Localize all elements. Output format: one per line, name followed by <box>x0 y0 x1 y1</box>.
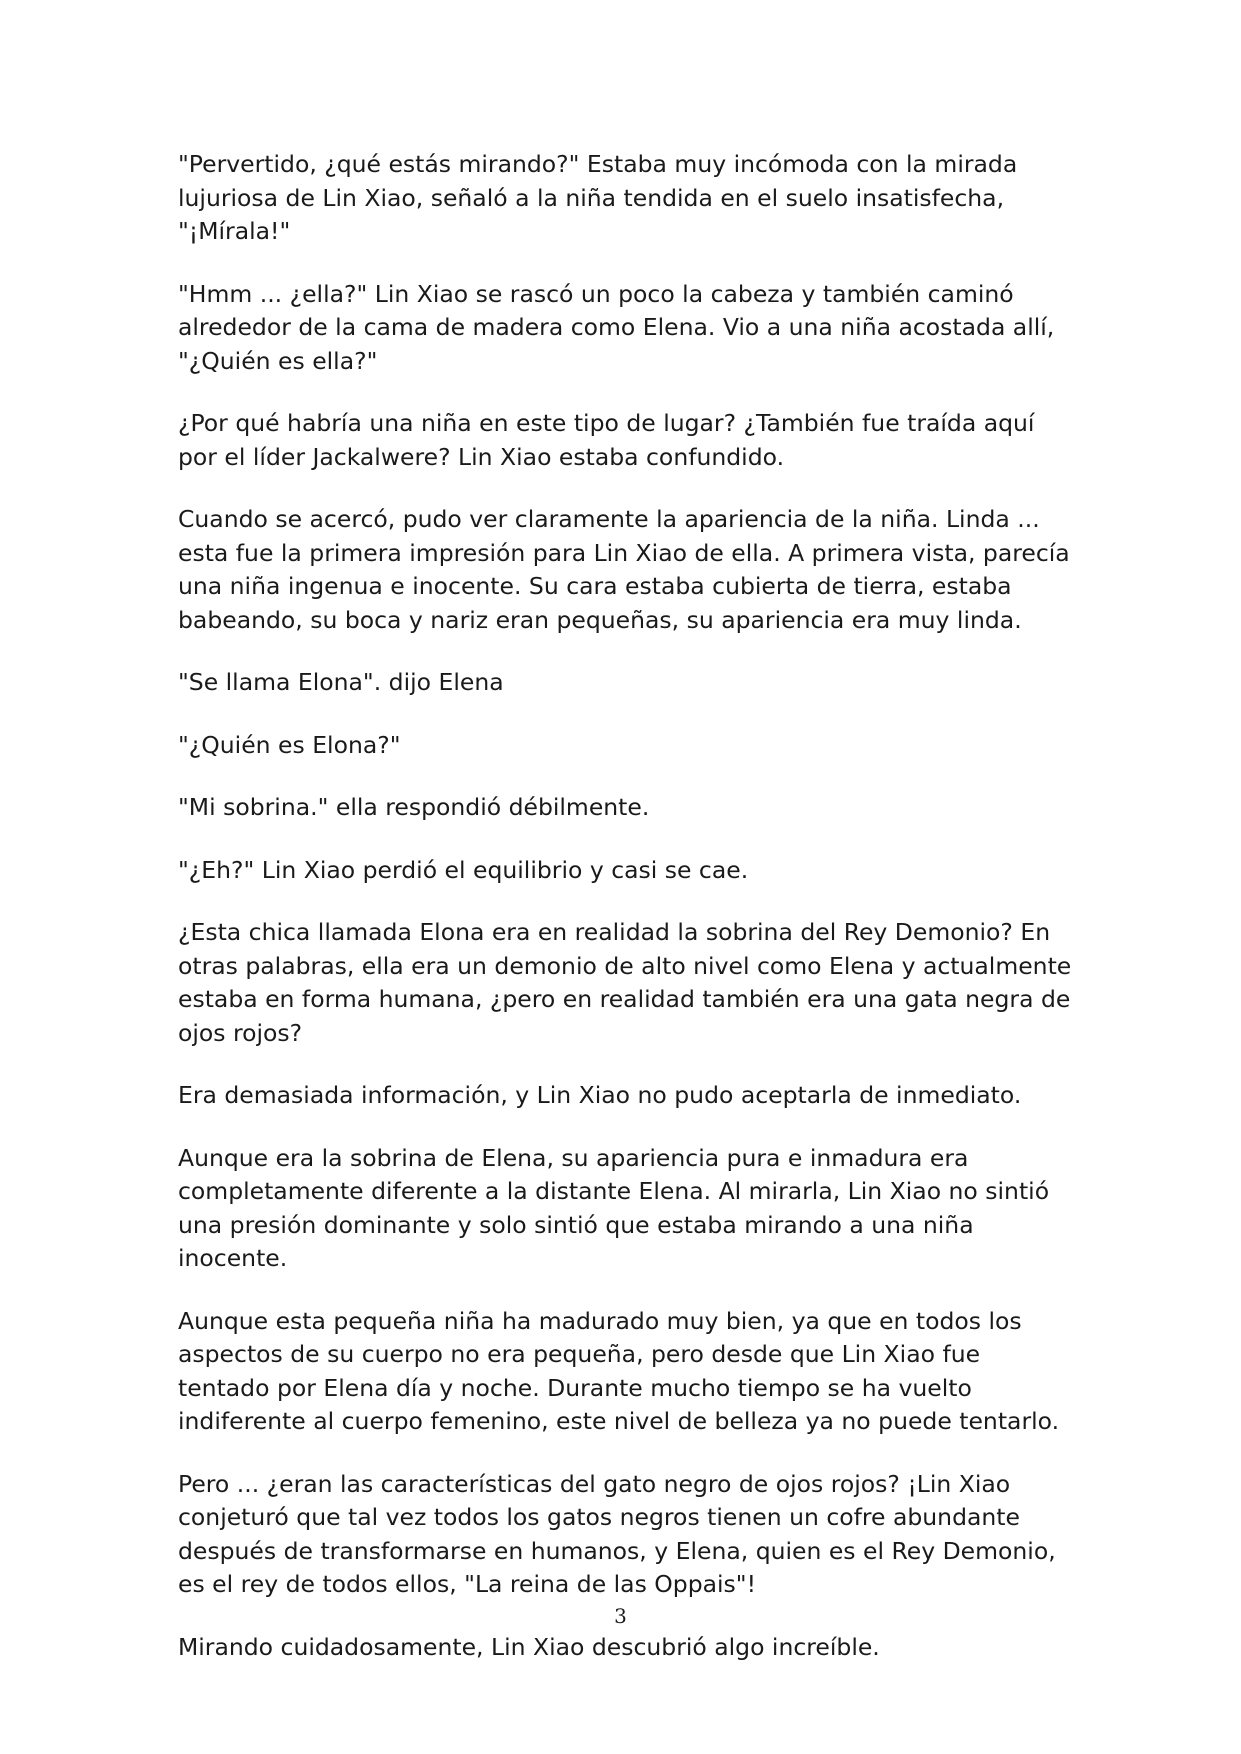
paragraph: "Se llama Elona". dijo Elena <box>178 668 504 696</box>
paragraph: ¿Por qué habría una niña en este tipo de lugar? ¿También fue traída aquí por el líder Jackalwere? Lin Xiao estaba confundido. <box>178 409 1035 471</box>
paragraph: "¿Quién es Elona?" <box>178 730 401 759</box>
paragraph: Cuando se acercó, pudo ver claramente la apariencia de la niña. Linda ... esta fue la primera impresión para Lin Xiao de ella. A primera vista, parecía una niña ingenua e inocente. Su cara estaba cubierta de tierra, estaba babeando, su boca y nariz eran pequeñas, su apariencia era muy linda. <box>178 505 1070 634</box>
paragraph: Aunque esta pequeña niña ha madurado muy bien, ya que en todos los aspectos de su cuerpo no era pequeña, pero desde que Lin Xiao fue tentado por Elena día y noche. Durante mucho tiempo se ha vuelto indiferente al cuerpo femenino, este nivel de belleza ya no puede tentarlo. <box>178 1306 1060 1435</box>
paragraph: "¿Eh?" Lin Xiao perdió el equilibrio y casi se cae. <box>178 855 749 884</box>
paragraph: "Hmm ... ¿ella?" Lin Xiao se rascó un poco la cabeza y también caminó alrededor de la cama de madera como Elena. Vio a una niña acostada allí, "¿Quién es ella?" <box>178 279 1055 375</box>
paragraph: Pero ... ¿eran las características del gato negro de ojos rojos? ¡Lin Xiao conjeturó que tal vez todos los gatos negros tienen un cofre abundante después de transformarse en humanos, y Elena, quien es el Rey Demonio, es el rey de todos ellos, "La reina de las Oppais"! <box>178 1469 1056 1598</box>
paragraph: Aunque era la sobrina de Elena, su apariencia pura e inmadura era completamente diferente a la distante Elena. Al mirarla, Lin Xiao no sintió una presión dominante y solo sintió que estaba mirando a una niña inocente. <box>178 1143 1050 1272</box>
body-text <box>178 148 1078 1693</box>
page-number: 3 <box>614 1604 627 1628</box>
paragraph: "Mi sobrina." ella respondió débilmente. <box>178 793 650 821</box>
paragraph: Era demasiada información, y Lin Xiao no pudo aceptarla de inmediato. <box>178 1081 1022 1109</box>
paragraph: Mirando cuidadosamente, Lin Xiao descubrió algo increíble. <box>178 1632 880 1661</box>
paragraph: "Pervertido, ¿qué estás mirando?" Estaba muy incómoda con la mirada lujuriosa de Lin Xiao, señaló a la niña tendida en el suelo insatisfecha, "¡Mírala!" <box>178 150 1018 245</box>
paragraph: ¿Esta chica llamada Elona era en realidad la sobrina del Rey Demonio? En otras palabras, ella era un demonio de alto nivel como Elena y actualmente estaba en forma humana, ¿pero en realidad también era una gata negra de ojos rojos? <box>178 918 1072 1047</box>
